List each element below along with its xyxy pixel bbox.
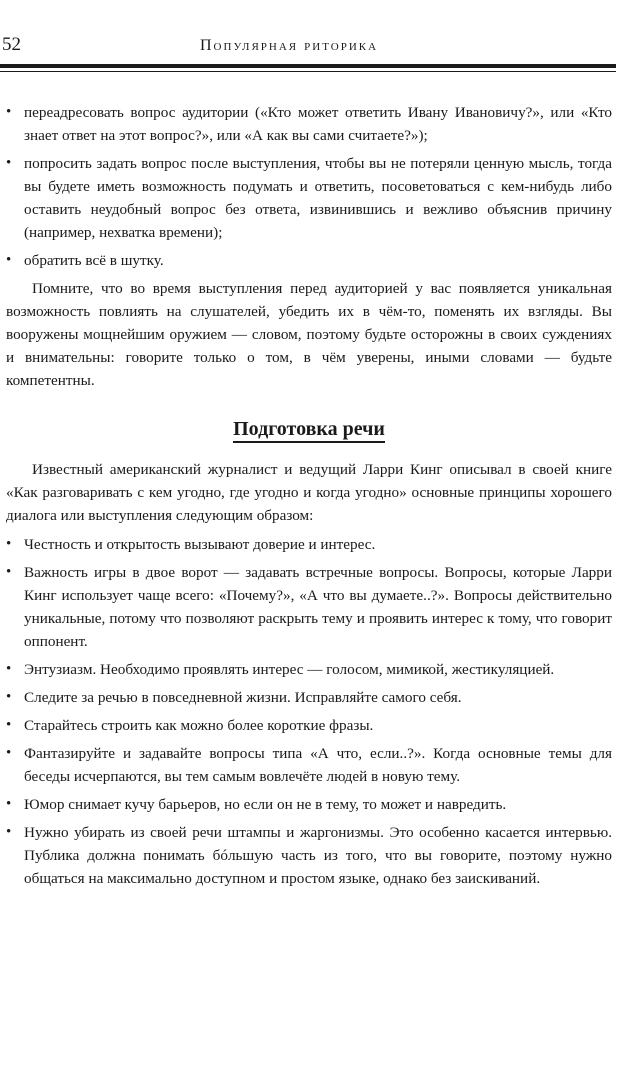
bullet-icon: • <box>6 155 12 171</box>
list-item-text: Старайтесь строить как можно более короткие фразы. <box>24 717 374 734</box>
bullet-list-2 <box>6 533 612 890</box>
list-item-text: Нужно убирать из своей речи штампы и жаргонизмы. Это особенно касается интервью. Публика должна понимать бóльшую часть из того, что вы говорите, поэтому нужно общаться на максимально доступном и простом языке, однако без заискиваний. <box>24 824 612 887</box>
list-item <box>6 686 612 709</box>
list-item <box>6 533 612 556</box>
list-item <box>6 714 612 737</box>
bullet-icon: • <box>6 564 12 580</box>
list-item <box>6 793 612 816</box>
list-item-text: попросить задать вопрос после выступления, чтобы вы не потеряли ценную мысль, тогда вы будете иметь возможность подумать и ответить, посоветоваться с кем-нибудь либо оставить неудобный вопрос без ответа, извинившись и вежливо объяснив причину (например, нехватка времени); <box>24 155 612 241</box>
list-item-text: Юмор снимает кучу барьеров, но если он не в тему, то может и навредить. <box>24 796 507 813</box>
bullet-icon: • <box>6 824 12 840</box>
bullet-icon: • <box>6 717 12 733</box>
page-number: 52 <box>2 34 21 55</box>
list-item <box>6 561 612 653</box>
bullet-icon: • <box>6 796 12 812</box>
bullet-icon: • <box>6 661 12 677</box>
section-heading-text: Подготовка речи <box>233 418 385 443</box>
bullet-icon: • <box>6 745 12 761</box>
list-item-text: Энтузиазм. Необходимо проявлять интерес — голосом, мимикой, жестикуляцией. <box>24 661 555 678</box>
list-item-text: Важность игры в двое ворот — задавать встречные вопросы. Вопросы, которые Ларри Кинг использует чаще всего: «Почему?», «А что вы думаете..?». Вопросы действительно уникальные, потому что позволяют раскрыть тему и проявить интерес к тому, что говорит оппонент. <box>24 564 612 650</box>
list-item-text: обратить всё в шутку. <box>24 252 164 269</box>
running-header <box>2 34 614 60</box>
bullet-icon: • <box>6 104 12 120</box>
bullet-icon: • <box>6 252 12 268</box>
bullet-icon: • <box>6 536 12 552</box>
list-item-text: переадресовать вопрос аудитории («Кто может ответить Ивану Ивановичу?», или «Кто знает ответ на этот вопрос?», или «А как вы сами считаете?»); <box>24 104 612 144</box>
header-rule-thin <box>0 71 616 72</box>
list-item <box>6 742 612 788</box>
list-item-text: Следите за речью в повседневной жизни. Исправляйте самого себя. <box>24 689 462 706</box>
list-item-text: Честность и открытость вызывают доверие и интерес. <box>24 536 376 553</box>
list-item-text: Фантазируйте и задавайте вопросы типа «А что, если..?». Когда основные темы для беседы исчерпаются, вы тем самым вовлечёте людей в новую тему. <box>24 745 612 785</box>
list-item <box>6 658 612 681</box>
list-item <box>6 249 612 272</box>
paragraph-remember: Помните, что во время выступления перед аудиторией у вас появляется уникальная возможность повлиять на слушателей, убедить их в чём-то, поменять их взгляды. Вы вооружены мощнейшим оружием — словом, поэтому будьте осторожны в своих суждениях и внимательны: говорите только о том, в чём уверены, иными словами — будьте компетентны. <box>6 280 612 389</box>
list-item <box>6 152 612 244</box>
list-item <box>6 101 612 147</box>
page-body <box>6 101 612 895</box>
list-item <box>6 821 612 890</box>
bullet-list-1 <box>6 101 612 272</box>
header-rule-thick <box>0 64 616 68</box>
section-heading <box>6 416 612 442</box>
bullet-icon: • <box>6 689 12 705</box>
running-title: Популярная риторика <box>200 37 379 54</box>
paragraph-larry-king: Известный американский журналист и ведущий Ларри Кинг описывал в своей книге «Как разговаривать с кем угодно, где угодно и когда угодно» основные принципы хорошего диалога или выступления следующим образом: <box>6 461 612 524</box>
